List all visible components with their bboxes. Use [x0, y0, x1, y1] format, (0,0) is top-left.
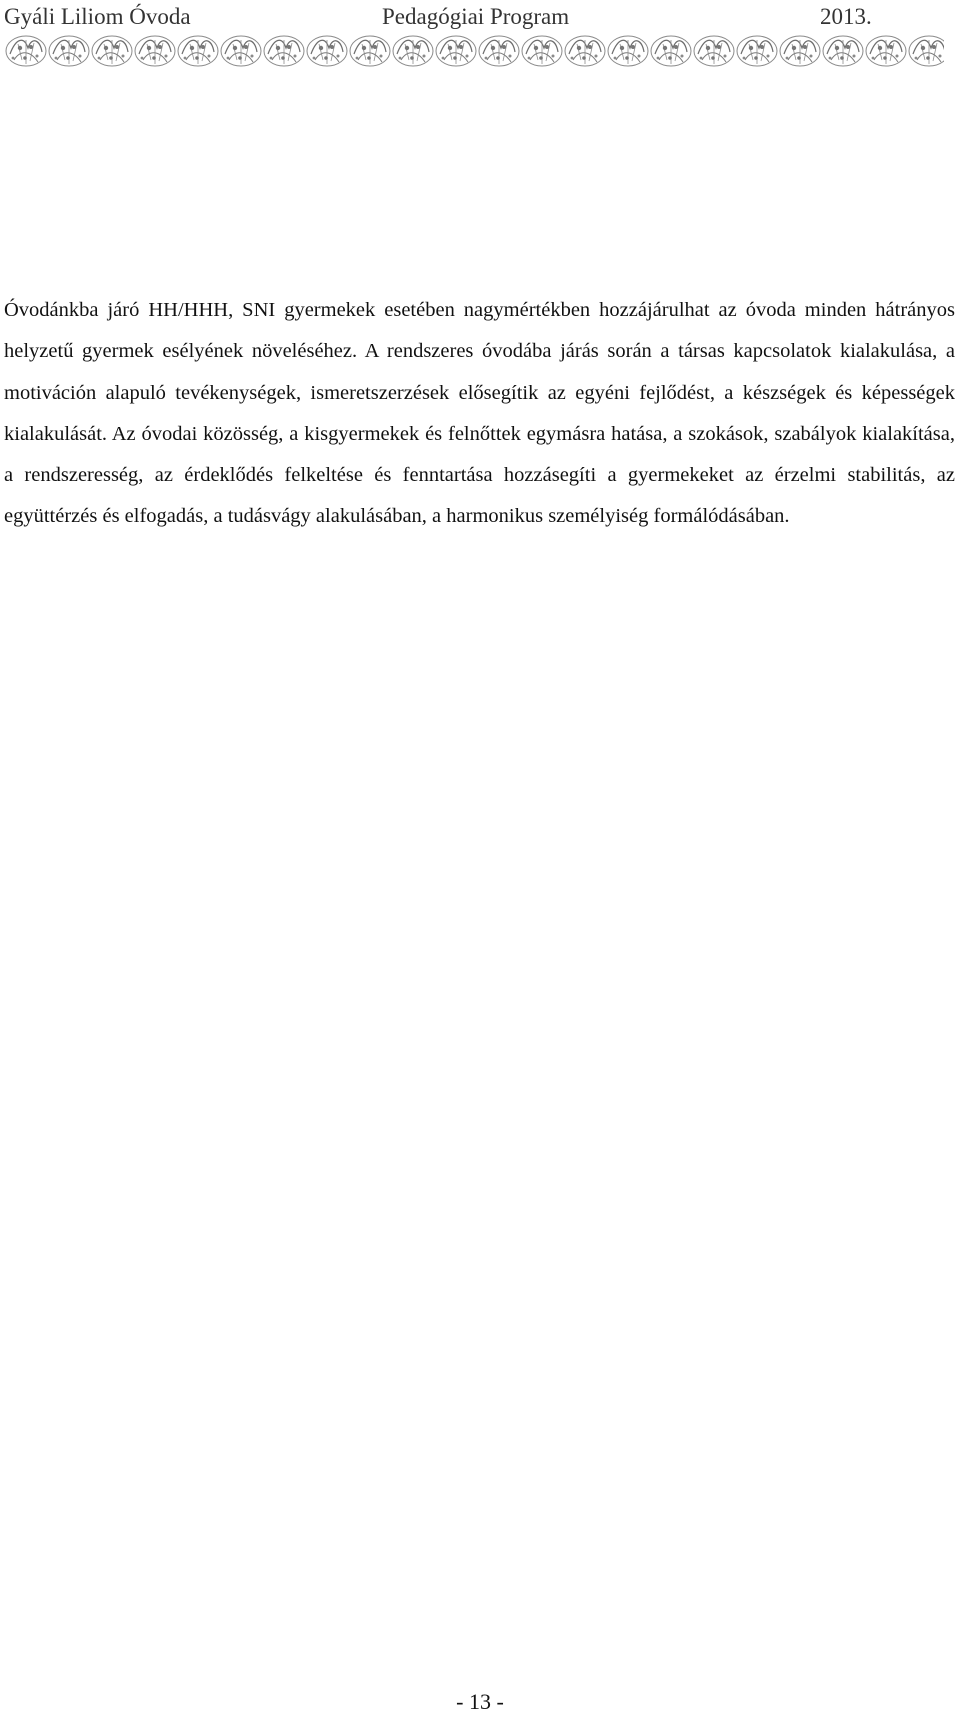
page-header: [4, 0, 944, 72]
document-year: 2013.: [820, 4, 872, 29]
school-name: Gyáli Liliom Óvoda: [4, 4, 191, 29]
document-title: Pedagógiai Program: [382, 4, 570, 29]
floral-lily-ornament-icon: [4, 30, 944, 72]
page-number: - 13 -: [456, 1689, 504, 1714]
body-paragraph: Óvodánkba járó HH/HHH, SNI gyermekek esetében nagymértékben hozzájárulhat az óvoda minden hátrányos helyzetű gyermek esélyének növeléséhez. A rendszeres óvodába járás során a társas kapcsolatok kialakulása, a motiváción alapuló tevékenységek, ismeretszerzések elősegítik az egyéni fejlődést, a készségek és képességek kialakulását. Az óvodai közösség, a kisgyermekek és felnőttek egymásra hatása, a szokások, szabályok kialakítása, a rendszeresség, az érdeklődés felkeltése és fenntartása hozzásegíti a gyermekeket az érzelmi stabilitás, az együttérzés és elfogadás, a tudásvágy alakulásában, a harmonikus személyiség formálódásában.: [4, 299, 955, 528]
